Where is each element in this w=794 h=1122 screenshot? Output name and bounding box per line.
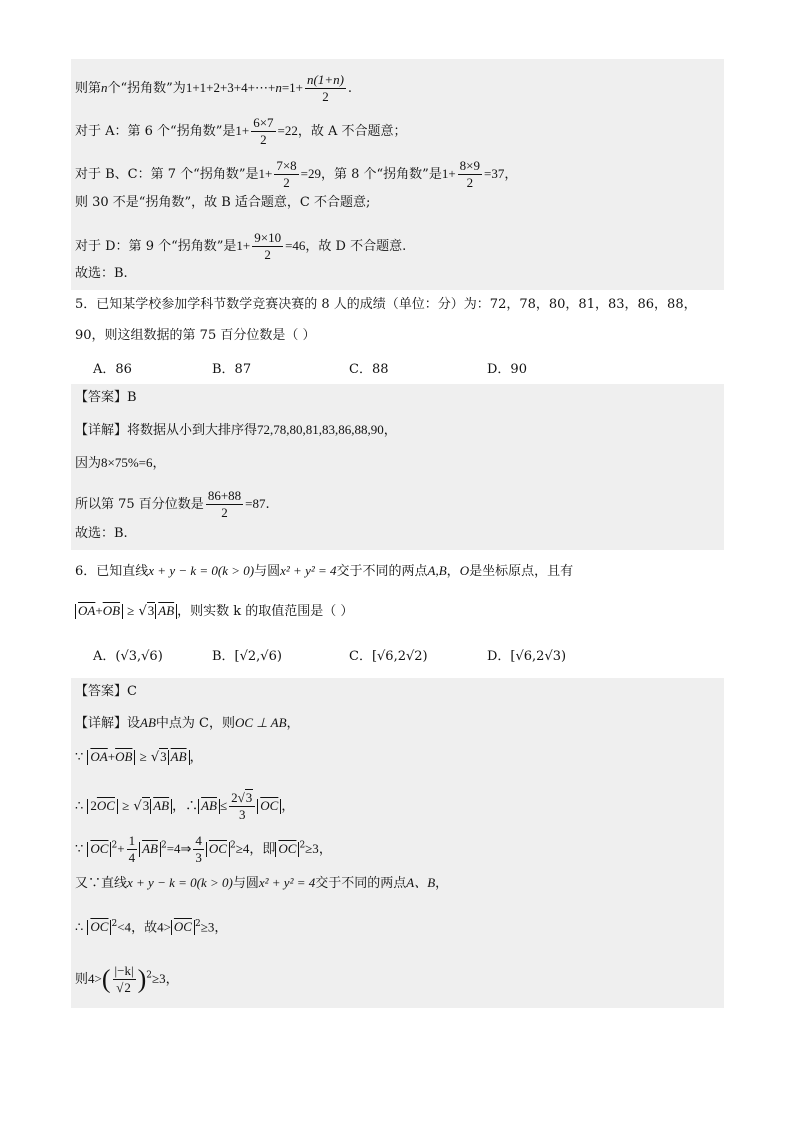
sol6-line-5: 又∵直线x + y − k = 0(k > 0)与圆x² + y² = 4交于不同的两点A、B，: [75, 875, 449, 891]
fraction: $\frac{8\times 9}{2}$: [459, 158, 481, 190]
sol4-line-4: 则 30 不是“拐角数”，故 B 适合题意，C 不合题意;: [75, 195, 371, 210]
sol6-line-4: ∵ $\overline{OC}$ $^2$+ $\frac{1}{4}$ $\overline{AB}$ $^2$=4⇒ $\frac{4}{3}$ $\overline{OC}$ $^2$≥4，即 $\overline{OC}$ $^2$≥3，: [75, 833, 332, 865]
fraction: $\frac{4}{3}$: [195, 833, 202, 865]
q5-option-a: A．86: [93, 362, 132, 377]
q6-stem-line-1: 6．已知直线x + y − k = 0(k > 0)与圆x² + y² = 4交于不同的两点A,B，O是坐标原点，且有: [75, 563, 574, 579]
fraction: $\frac{|-k|}{√2}$: [114, 963, 134, 995]
q5-option-d: D．90: [487, 362, 527, 377]
q6-option-c: C．[√6,2√2): [349, 649, 428, 664]
fraction: $\frac{86+88}{2}$: [207, 488, 242, 520]
fraction: $\frac{9\times 10}{2}$: [254, 230, 282, 262]
sol4-line-6: 故选：B.: [75, 266, 128, 281]
sol5-line-3: 所以第 75 百分位数是 $\frac{86+88}{2}$ =87.: [75, 488, 270, 520]
solution-panel-q5: [71, 384, 724, 550]
sol4-line-5: 对于 D：第 9 个“拐角数”是1+ $\frac{9\times 10}{2}$ =46，故 D 不合题意.: [75, 230, 407, 262]
q5-stem-line-2: 90，则这组数据的第 75 百分位数是（ ）: [75, 328, 316, 343]
sol5-answer: 【答案】B: [75, 390, 137, 405]
q6-option-d: D．[√6,2√3): [487, 649, 567, 664]
sol6-line-1: 【详解】设AB中点为 C，则OC ⊥ AB，: [75, 715, 300, 731]
sol4-line-2: 对于 A：第 6 个“拐角数”是1+ $\frac{6\times 7}{2}$ =22，故 A 不合题意；: [75, 115, 407, 147]
q5-option-b: B．87: [212, 362, 252, 377]
q6-option-b: B．[√2,√6): [212, 649, 282, 664]
sol6-line-3: ∴ $2\overline{OC} \ge √3$ $\overline{AB}$ ，∴ $\overline{AB}$ ≤ $\frac{2√3}{3}$ $\overline{OC}$ ，: [75, 790, 295, 822]
fraction: $\frac{6\times 7}{2}$: [253, 115, 274, 147]
sol5-line-2: 因为8×75%=6，: [75, 455, 166, 471]
q5-stem-line-1: 5．已知某学校参加学科节数学竞赛决赛的 8 人的成绩（单位：分）为：72，78，80，81，83，86，88，: [75, 297, 697, 312]
sol6-line-6: ∴ $\overline{OC}$ $^2$<4，故$4> \overline{OC}$ $^2$≥3，: [75, 919, 228, 936]
sol4-line-1: 则第n个“拐角数”为1+1+2+3+4+⋯+n=1+ $\frac{n(1+n)}{2}$ .: [75, 72, 353, 104]
q6-stem-line-2: $\overline{OA}+\overline{OB} \ge √3$ $\overline{AB}$ ，则实数 k 的取值范围是（ ）: [75, 602, 353, 621]
q6-option-a: A．(√3,√6): [93, 649, 163, 664]
fraction: $\frac{2√3}{3}$: [229, 790, 255, 823]
fraction: $\frac{1}{4}$: [128, 833, 136, 865]
sol6-line-2: ∵ $\overline{OA}+\overline{OB} \ge √3$ $\overline{AB}$ ，: [75, 749, 203, 765]
fraction: $\frac{n(1+n)}{2}$: [306, 72, 344, 104]
sol6-line-7: 则4>( $\frac{|-k|}{√2}$ )$^2$≥3，: [75, 963, 179, 995]
fraction: $\frac{7\times 8}{2}$: [276, 158, 297, 190]
sol5-line-4: 故选：B.: [75, 526, 128, 541]
sol6-answer: 【答案】C: [75, 684, 137, 699]
sol4-line-3: 对于 B、C：第 7 个“拐角数”是1+ $\frac{7\times 8}{2}$ =29，第 8 个“拐角数”是1+ $\frac{8\times 9}{2}$ =37，: [75, 158, 518, 190]
q5-option-c: C．88: [349, 362, 389, 377]
sol5-line-1: 【详解】将数据从小到大排序得72,78,80,81,83,86,88,90，: [75, 422, 397, 438]
